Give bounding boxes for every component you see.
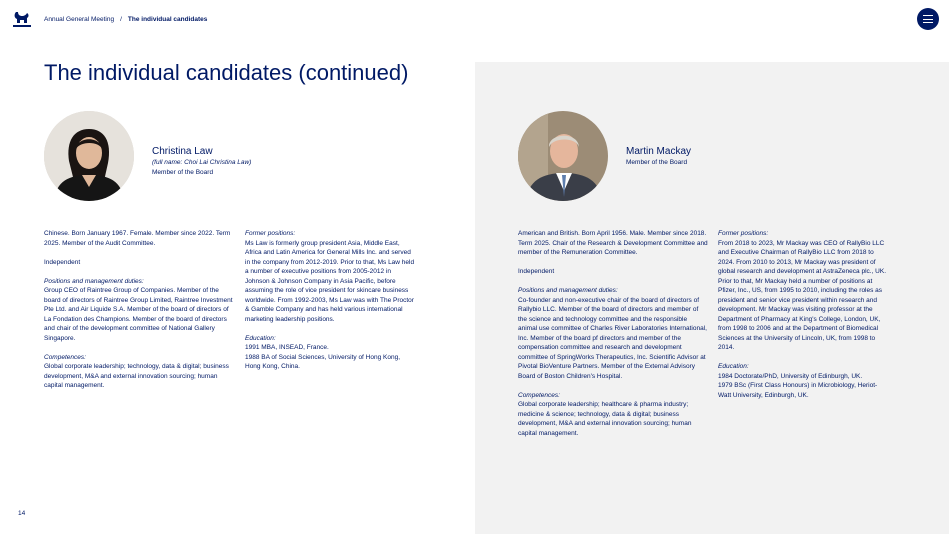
martin-mackay-column-2 <box>718 229 890 410</box>
candidate-meta-martin-mackay <box>626 158 687 168</box>
breadcrumb-current: The individual candidates <box>127 16 208 23</box>
candidate-intro: Chinese. Born January 1967. Female. Member since 2022. Term 2025. Member of the Audit Committee. <box>44 230 231 247</box>
education-line: 1988 BA of Social Sciences, University of Hong Kong, Hong Kong, China. <box>245 353 401 370</box>
candidate-photo-christina-law <box>44 111 134 201</box>
positions-heading: Positions and management duties: <box>518 287 618 294</box>
christina-law-column-2 <box>245 229 417 381</box>
competences-text: Global corporate leadership; healthcare & pharma industry; medicine & science; technology, data & digital; business development, M&A and external innovation sourcing; human capital management. <box>518 401 692 437</box>
martin-mackay-column-1 <box>518 229 708 448</box>
menu-button[interactable] <box>917 8 939 30</box>
education-line: 1979 BSc (First Class Honours) in Microbiology, Heriot-Watt University, Edinburgh, UK. <box>718 382 878 399</box>
candidate-name-christina-law: Christina Law <box>152 146 213 157</box>
former-positions-text: Ms Law is formerly group president Asia, Middle East, Africa and Latin America for General Mills Inc. and served in the company from 2012-2019. Prior to that, Ms Law held a number of executive positions from 2005-2012 in Johnson & Johnson Company in Asia Pacific, before assuming the role of vice president for skincare business worldwide. From 1992-2003, Ms Law was with The Proctor & Gamble Company and has held various international marketing leadership positions. <box>245 239 415 323</box>
candidate-full-name: (full name: Choi Lai Christina Law) <box>152 159 252 166</box>
breadcrumb-separator: / <box>120 16 122 23</box>
hamburger-icon <box>923 15 933 16</box>
breadcrumb-root-link[interactable]: Annual General Meeting <box>44 16 115 23</box>
christina-law-column-1 <box>44 229 234 400</box>
page-number: 14 <box>18 510 26 517</box>
education-heading: Education: <box>718 363 749 370</box>
candidate-meta-christina-law <box>152 158 251 177</box>
candidate-intro: American and British. Born April 1956. Male. Member since 2018. Term 2025. Chair of the Research & Development Committee and member of the Remuneration Committee. <box>518 230 708 256</box>
education-line: 1991 MBA, INSEAD, France. <box>245 344 329 351</box>
hamburger-icon <box>923 22 933 23</box>
candidate-name-martin-mackay: Martin Mackay <box>626 146 692 157</box>
candidate-photo-martin-mackay <box>518 111 608 201</box>
page-title: The individual candidates (continued) <box>44 60 409 85</box>
competences-text: Global corporate leadership; technology, data & digital; business development, M&A and external innovation sourcing; human capital management. <box>44 363 229 389</box>
candidate-independence: Independent <box>518 268 555 275</box>
former-positions-heading: Former positions: <box>245 230 296 237</box>
candidate-role: Member of the Board <box>626 159 688 166</box>
hamburger-icon <box>923 19 933 20</box>
former-positions-heading: Former positions: <box>718 230 769 237</box>
positions-text: Co-founder and non-executive chair of the board of directors of Rallybio LLC. Member of the board of directors and member of the science and technology committee and the responsible animal use committee of Charles River Laboratories International, Inc. Member of the board pf directors and member of the compensation committee and research and development committee of SpringWorks Therapeutics, Inc. Scientific Advisor at Pivotal BioVenture Partners. Member of the External Advisory Board of Boston Children's Hospital. <box>518 296 707 380</box>
competences-heading: Competences: <box>44 353 86 361</box>
education-heading: Education: <box>245 334 276 342</box>
education-line: 1984 Doctorate/PhD, University of Edinburgh, UK. <box>718 372 863 380</box>
candidate-role: Member of the Board <box>152 168 214 176</box>
novo-nordisk-logo[interactable] <box>11 9 33 29</box>
competences-heading: Competences: <box>518 391 560 399</box>
former-positions-text: From 2018 to 2023, Mr Mackay was CEO of RallyBio LLC and Executive Chairman of RallyBio LLC from 2018 to 2024. From 2010 to 2013, Mr Mackay was president of global research and development at AstraZeneca plc., UK. Prior to that, Mr Mackay held a number of positions at Pfizer, Inc., US, from 1995 to 2010, including the roles as president and senior vice president within research and development. Mr Mackay was visiting professor at the Department of Pharmacy at King's College, London, UK, from 1998 to 2006 and at the Department of Biomedical Sciences at the University of Lincoln, UK, from 1998 to 2014. <box>718 239 887 351</box>
positions-text: Group CEO of Raintree Group of Companies. Member of the board of directors of Raintree Group Limited, Raintree Investment Pte Ltd. and Air Liquide S.A. Member of the board of directors of La Fondation des Champions. Member of the board of directors and chair of the development committee of National Gallery Singapore. <box>44 287 233 342</box>
positions-heading: Positions and management duties: <box>44 277 144 285</box>
breadcrumb <box>44 16 207 23</box>
candidate-independence: Independent <box>44 258 81 266</box>
